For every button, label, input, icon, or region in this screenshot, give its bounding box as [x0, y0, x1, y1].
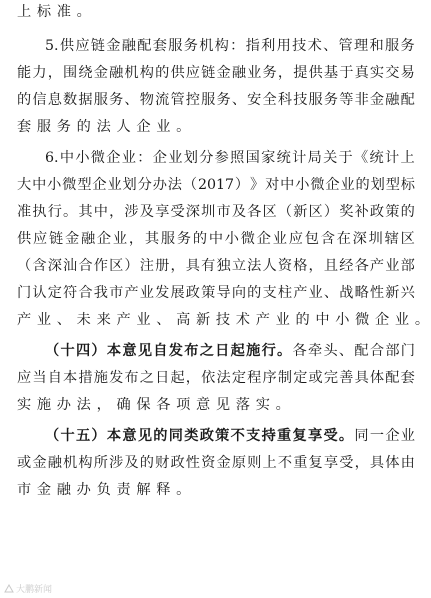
document-line: 供 应 链 金 融 企 业 ， 其 服 务 的 中 小 微 企 业 应 包 含 在 深 圳 辖 区: [17, 231, 415, 247]
watermark: [4, 582, 52, 595]
document-line: 实 施 办 法 ， 确 保 各 项 意 见 落 实 。: [17, 397, 290, 413]
document-line: 产 业 、 未 来 产 业 、 高 新 技 术 产 业 的 中 小 微 企 业 。: [17, 312, 430, 328]
document-line: 5. 供 应 链 金 融 配 套 服 务 机 构 ： 指 利 用 技 术 、 管 理 和 服 务: [45, 38, 415, 54]
document-line: 或 金 融 机 构 所 涉 及 的 财 政 性 资 金 原 则 上 不 重 复 享 受 ， 具 体 由: [17, 455, 415, 471]
watermark-logo-icon: [4, 584, 14, 593]
watermark-text: 大鹏新闻: [16, 585, 53, 595]
document-line: 准 执 行 。 其 中 ， 涉 及 享 受 深 圳 市 及 各 区 （ 新 区 ） 奖 补 政 策 的: [17, 204, 415, 220]
document-line: 市 金 融 办 负 责 解 释 。: [17, 482, 191, 498]
document-line: 能 力 ， 围 绕 金 融 机 构 的 供 应 链 金 融 业 务 ， 提 供 基 于 真 实 交 易: [17, 65, 415, 81]
document-line: （ 含 深 汕 合 作 区 ） 注 册 ， 具 有 独 立 法 人 资 格 ， 且 经 各 产 业 部: [17, 258, 415, 274]
document-line: 上 标 准 。: [17, 4, 91, 20]
document-line: 6. 中 小 微 企 业 ： 企 业 划 分 参 照 国 家 统 计 局 关 于 《 统 计 上: [45, 150, 415, 166]
document-line: （ 十 五 ） 本 意 见 的 同 类 政 策 不 支 持 重 复 享 受 。 同 一 企 业: [45, 428, 415, 444]
document-line: 应 当 自 本 措 施 发 布 之 日 起 ， 依 法 定 程 序 制 定 或 完 善 具 体 配 套: [17, 370, 415, 386]
document-line: （ 十 四 ） 本 意 见 自 发 布 之 日 起 施 行 。 各 牵 头 、 配 合 部 门: [45, 343, 415, 359]
document-line: 大 中 小 微 型 企 业 划 分 办 法 （ 2017 ） 》 对 中 小 微 企 业 的 划 型 标: [17, 177, 415, 193]
document-line: 的 信 息 数 据 服 务 、 物 流 管 控 服 务 、 安 全 科 技 服 务 等 非 金 融 配: [17, 92, 415, 108]
document-line: 套 服 务 的 法 人 企 业 。: [17, 119, 191, 135]
document-line: 门 认 定 符 合 我 市 产 业 发 展 政 策 导 向 的 支 柱 产 业 、 战 略 性 新 兴: [17, 285, 415, 301]
